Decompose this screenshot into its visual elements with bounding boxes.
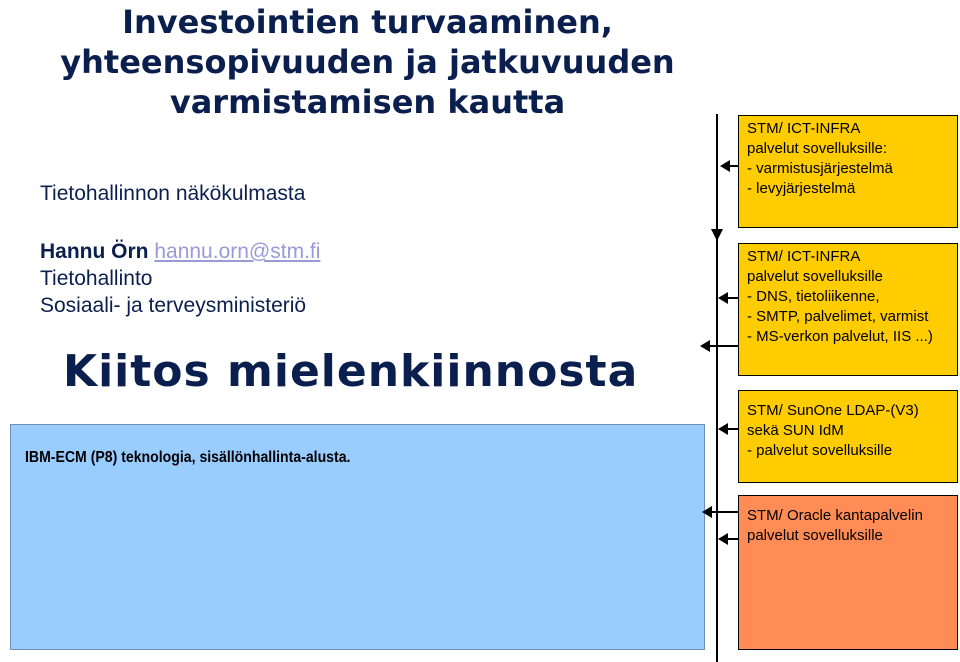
box-line: - DNS, tietoliikenne, [747,288,880,305]
box-line: STM/ Oracle kantapalvelin [747,507,923,524]
box-line: STM/ ICT-INFRA [747,120,861,137]
slide-title [0,2,735,122]
title-line-2: yhteensopivuuden ja jatkuvuuden [60,43,675,81]
title-line-1: Investointien turvaaminen, [122,3,613,41]
author-block [40,238,320,319]
arrow-left-icon [728,165,738,167]
box-line: - levyjärjestelmä [747,180,856,197]
connector-vertical-line [716,114,718,662]
box-line: STM/ SunOne LDAP-(V3) [747,402,919,419]
arrow-left-icon [710,511,738,513]
author-email-link[interactable]: hannu.orn@stm.fi [154,240,321,263]
arrow-left-icon [726,428,738,430]
box-line: sekä SUN IdM [747,422,844,439]
box-line: - palvelut sovelluksille [747,442,893,459]
infra-network-box [738,243,958,376]
title-line-3: varmistamisen kautta [169,83,566,121]
arrow-left-icon [708,345,738,347]
box-line: palvelut sovelluksille [747,268,883,285]
box-line: - MS-verkon palvelut, IIS ...) [747,328,933,345]
box-line: palvelut sovelluksille [747,527,883,544]
author-name: Hannu Örn [40,240,149,263]
arrow-left-icon [726,538,738,540]
box-line: palvelut sovelluksille: [747,140,888,157]
ecm-platform-box [10,424,705,650]
box-line: STM/ ICT-INFRA [747,248,861,265]
arrow-left-icon [726,297,738,299]
subtitle: Tietohallinnon näkökulmasta [40,182,306,205]
infra-backup-box [738,115,958,228]
author-unit: Tietohallinto [40,267,153,290]
ldap-idm-box [738,390,958,483]
oracle-db-box [738,495,958,650]
author-ministry: Sosiaali- ja terveysministeriö [40,294,307,317]
box-line: - SMTP, palvelimet, varmist [747,308,929,325]
thanks-heading: Kiitos mielenkiinnosta [63,346,639,397]
connector-down-arrow-icon [711,229,723,241]
ecm-platform-label: IBM-ECM (P8) teknologia, sisällönhallinta-alusta. [25,449,351,466]
box-line: - varmistusjärjestelmä [747,160,893,177]
